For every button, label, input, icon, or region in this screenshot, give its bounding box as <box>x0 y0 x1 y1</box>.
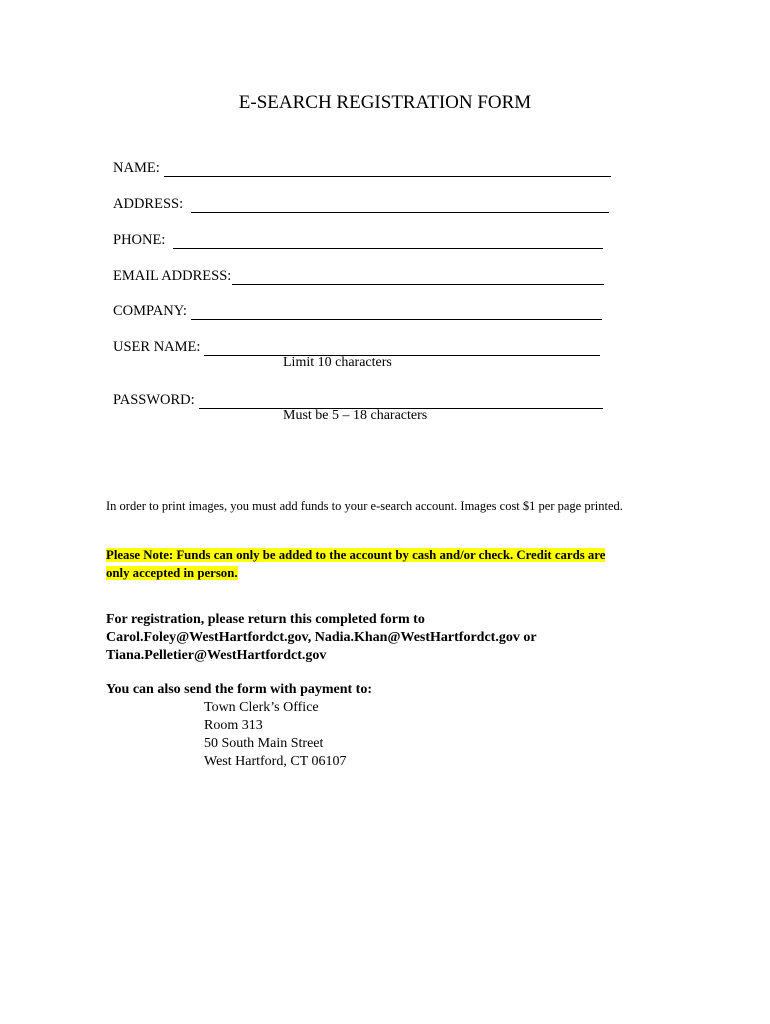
company-input-line[interactable] <box>191 302 602 320</box>
address-line: West Hartford, CT 06107 <box>204 754 347 769</box>
registration-instructions <box>106 611 706 665</box>
registration-email-3: Tiana.Pelletier@WestHartfordct.gov <box>106 648 327 663</box>
password-input-line[interactable] <box>199 391 603 409</box>
address-input-line[interactable] <box>191 195 609 213</box>
address-field[interactable] <box>113 193 609 213</box>
email-field[interactable] <box>113 265 604 285</box>
username-input-line[interactable] <box>204 338 600 356</box>
phone-label: PHONE: <box>113 232 166 248</box>
form-title: E-SEARCH REGISTRATION FORM <box>238 92 532 113</box>
email-input-line[interactable] <box>232 267 604 285</box>
company-label: COMPANY: <box>113 303 187 319</box>
name-field[interactable] <box>113 157 611 177</box>
phone-input-line[interactable] <box>173 231 603 249</box>
registration-emails: Carol.Foley@WestHartfordct.gov, Nadia.Khan@WestHartfordct.gov or <box>106 630 537 645</box>
address-line: Town Clerk’s Office <box>204 700 319 715</box>
phone-field[interactable] <box>113 229 603 249</box>
password-hint: Must be 5 – 18 characters <box>283 408 428 423</box>
payment-note-line-2: only accepted in person. <box>106 566 238 580</box>
payment-note <box>106 546 666 582</box>
address-line: 50 South Main Street <box>204 736 324 751</box>
payment-note-line-1: Please Note: Funds can only be added to the account by cash and/or check. Credit cards are <box>106 548 606 562</box>
address-label: ADDRESS: <box>113 196 184 212</box>
address-line: Room 313 <box>204 718 263 733</box>
username-hint: Limit 10 characters <box>283 355 392 370</box>
username-field[interactable] <box>113 336 600 356</box>
username-label: USER NAME: <box>113 339 201 355</box>
password-field[interactable] <box>113 389 603 409</box>
name-label: NAME: <box>113 160 160 176</box>
company-field[interactable] <box>113 300 602 320</box>
email-label: EMAIL ADDRESS: <box>113 268 232 284</box>
funds-paragraph: In order to print images, you must add funds to your e-search account. Images cost $1 per page printed. <box>106 499 623 513</box>
registration-line-1: For registration, please return this completed form to <box>106 612 425 627</box>
mail-heading: You can also send the form with payment to: <box>106 682 372 697</box>
mailing-address <box>204 699 346 771</box>
name-input-line[interactable] <box>164 159 611 177</box>
password-label: PASSWORD: <box>113 392 195 408</box>
